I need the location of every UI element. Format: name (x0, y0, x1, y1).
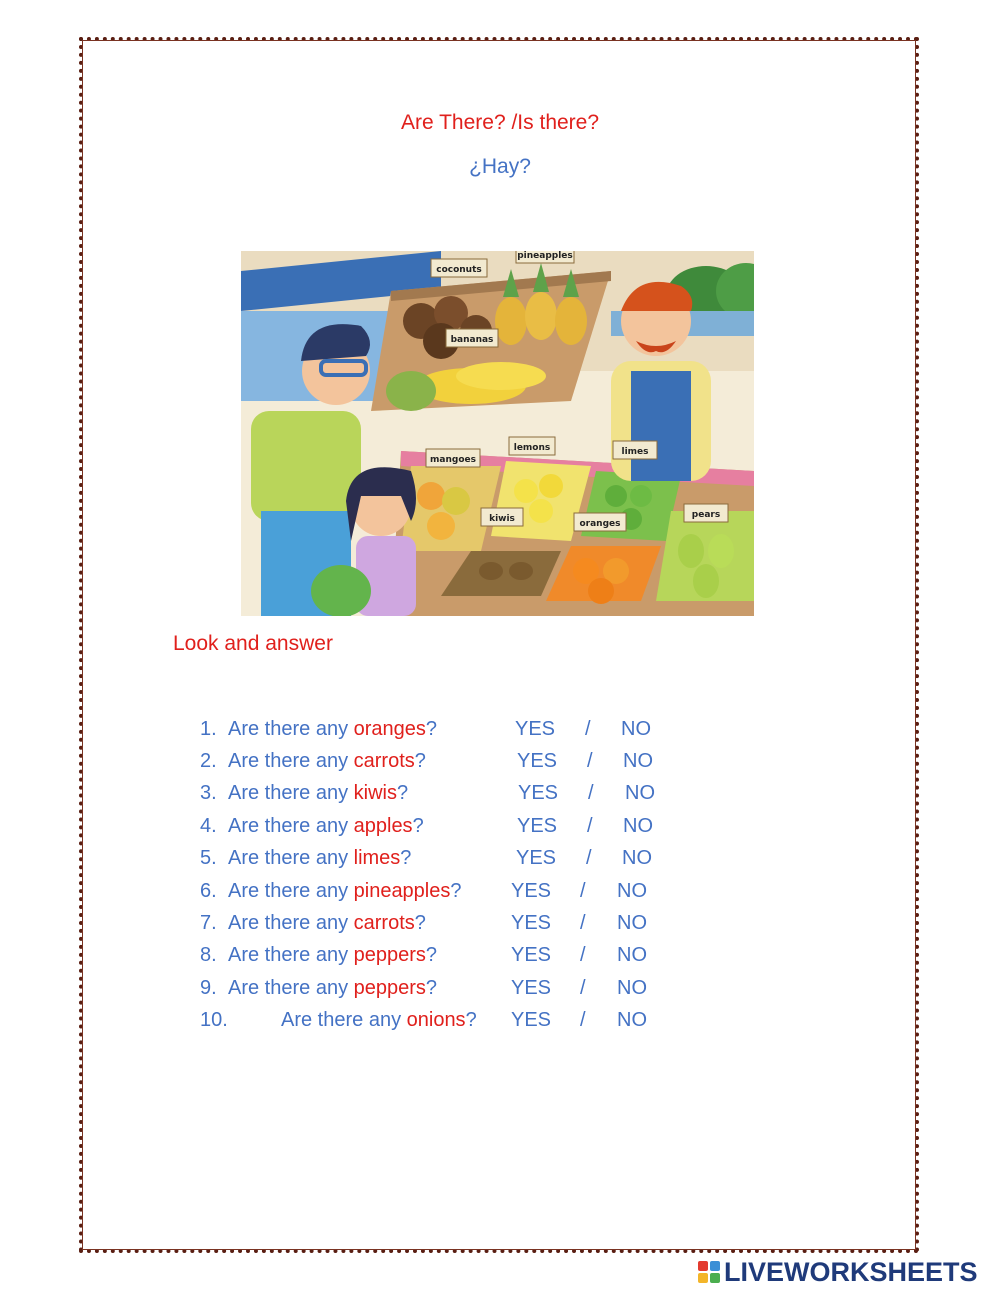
question-number: 6. (200, 880, 217, 902)
liveworksheets-logo-icon (698, 1261, 720, 1283)
question-prefix: Are there any (228, 782, 354, 804)
answer-separator: / (585, 718, 591, 740)
answer-no-option[interactable]: NO (625, 782, 655, 804)
question-text (228, 718, 437, 741)
sign-pears: pears (691, 510, 721, 520)
question-text (228, 880, 462, 903)
question-mark: ? (465, 1009, 477, 1031)
answer-yes-option[interactable]: YES (511, 880, 552, 902)
question-mark: ? (425, 944, 438, 966)
question-number: 9. (200, 977, 217, 999)
question-item-word: oranges (353, 718, 426, 740)
sign-oranges: oranges (579, 519, 621, 529)
question-text (228, 912, 426, 935)
question-item-word: peppers (353, 977, 426, 999)
sign-coconuts: coconuts (436, 265, 482, 275)
answer-separator: / (580, 912, 586, 934)
sign-mangoes: mangoes (430, 455, 476, 465)
question-row (200, 912, 760, 942)
question-item-word: carrots (353, 750, 415, 772)
answer-no-option[interactable]: NO (623, 750, 653, 772)
page-title: Are There? /Is there? (400, 111, 600, 134)
question-row (200, 880, 760, 910)
question-mark: ? (400, 847, 412, 869)
question-number: 3. (200, 782, 217, 804)
question-row (200, 782, 760, 812)
question-item-word: onions (406, 1009, 466, 1031)
sign-pineapples: pineapples (517, 251, 573, 261)
question-item-word: kiwis (353, 782, 397, 804)
question-prefix: Are there any (228, 815, 354, 837)
question-item-word: apples (353, 815, 413, 837)
question-row (200, 847, 760, 877)
question-mark: ? (450, 880, 462, 902)
answer-separator: / (587, 750, 593, 772)
answer-yes-option[interactable]: YES (517, 815, 558, 837)
answer-no-option[interactable]: NO (623, 815, 653, 837)
question-mark: ? (425, 718, 438, 740)
question-prefix: Are there any (228, 750, 354, 772)
question-text (228, 847, 411, 870)
answer-separator: / (586, 847, 592, 869)
question-text (228, 815, 424, 838)
answer-separator: / (580, 880, 586, 902)
question-item-word: limes (353, 847, 401, 869)
question-row (200, 750, 760, 780)
question-text (228, 750, 426, 773)
answer-no-option[interactable]: NO (617, 977, 647, 999)
question-text (228, 782, 408, 805)
question-number: 2. (200, 750, 217, 772)
question-number: 1. (200, 718, 217, 740)
answer-yes-option[interactable]: YES (516, 847, 557, 869)
answer-yes-option[interactable]: YES (511, 977, 552, 999)
question-mark: ? (425, 977, 438, 999)
question-row (200, 977, 760, 1007)
answer-yes-option[interactable]: YES (515, 718, 556, 740)
answer-separator: / (580, 1009, 586, 1031)
question-prefix: Are there any (228, 847, 354, 869)
answer-separator: / (580, 944, 586, 966)
question-mark: ? (414, 912, 426, 934)
page-subtitle: ¿Hay? (469, 155, 531, 178)
sign-kiwis: kiwis (489, 514, 515, 524)
question-number: 5. (200, 847, 217, 869)
question-prefix: Are there any (228, 880, 354, 902)
instruction-text: Look and answer (173, 632, 333, 655)
answer-no-option[interactable]: NO (617, 944, 647, 966)
question-mark: ? (414, 750, 426, 772)
question-row (200, 944, 760, 974)
question-prefix: Are there any (228, 912, 354, 934)
question-item-word: carrots (353, 912, 415, 934)
answer-no-option[interactable]: NO (617, 1009, 647, 1031)
answer-yes-option[interactable]: YES (518, 782, 559, 804)
question-item-word: peppers (353, 944, 426, 966)
question-number: 8. (200, 944, 217, 966)
question-text (281, 1009, 477, 1032)
question-row (200, 815, 760, 845)
question-prefix: Are there any (228, 718, 354, 740)
sign-lemons: lemons (513, 443, 551, 453)
answer-yes-option[interactable]: YES (511, 912, 552, 934)
question-number: 10. (200, 1009, 228, 1031)
answer-yes-option[interactable]: YES (517, 750, 558, 772)
question-row (200, 718, 760, 748)
answer-separator: / (588, 782, 594, 804)
question-number: 4. (200, 815, 217, 837)
question-prefix: Are there any (228, 944, 354, 966)
liveworksheets-logo-text: LIVEWORKSHEETS (724, 1256, 978, 1287)
answer-separator: / (587, 815, 593, 837)
sign-bananas: bananas (450, 335, 494, 345)
answer-separator: / (580, 977, 586, 999)
answer-no-option[interactable]: NO (622, 847, 652, 869)
sign-limes: limes (621, 447, 649, 457)
question-item-word: pineapples (353, 880, 451, 902)
fruit-market-illustration (241, 251, 754, 616)
answer-no-option[interactable]: NO (617, 880, 647, 902)
question-number: 7. (200, 912, 217, 934)
question-mark: ? (396, 782, 409, 804)
question-prefix: Are there any (228, 977, 354, 999)
answer-yes-option[interactable]: YES (511, 1009, 552, 1031)
question-text (228, 944, 437, 967)
liveworksheets-logo (698, 1258, 978, 1286)
answer-yes-option[interactable]: YES (511, 944, 552, 966)
question-text (228, 977, 437, 1000)
question-row (200, 1009, 760, 1039)
answer-no-option[interactable]: NO (621, 718, 651, 740)
answer-no-option[interactable]: NO (617, 912, 647, 934)
question-prefix: Are there any (281, 1009, 407, 1031)
question-mark: ? (412, 815, 424, 837)
